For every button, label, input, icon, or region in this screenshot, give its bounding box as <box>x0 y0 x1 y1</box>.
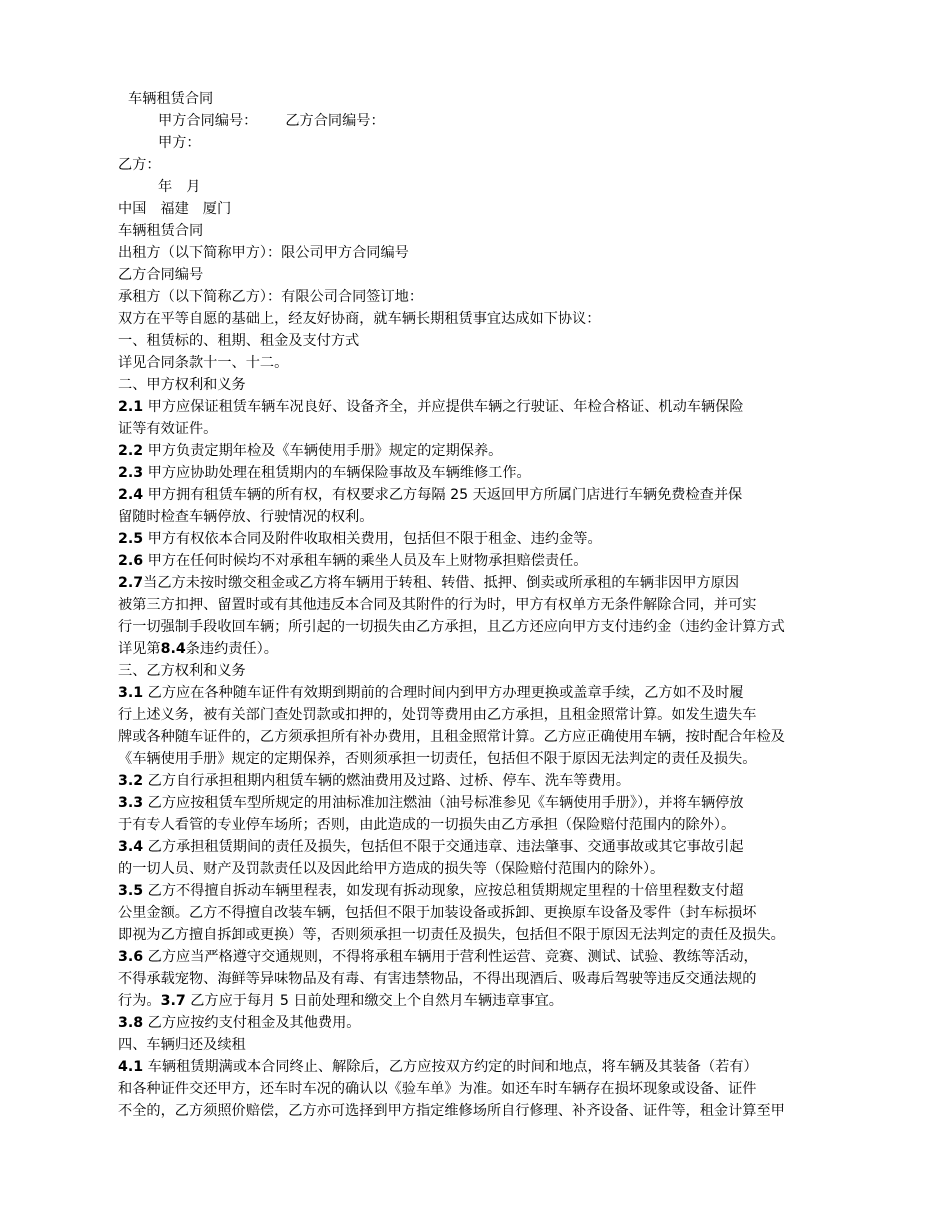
party-b-contract-no-label: 乙方合同编号： <box>285 113 385 129</box>
clause-number: 2.4 <box>118 487 144 503</box>
clause-2-1 <box>0 396 950 418</box>
contract-page <box>0 88 950 1122</box>
clause-3-6-cont-2 <box>0 990 950 1012</box>
clause-text: 乙方自行承担租期内租赁车辆的燃油费用及过路、过桥、停车、洗车等费用。 <box>147 773 631 789</box>
clause-number: 2.2 <box>118 443 144 459</box>
clause-text: 甲方在任何时候均不对承租车辆的乘坐人员及车上财物承担赔偿责任。 <box>147 553 588 569</box>
clause-text: 乙方承担租赁期间的责任及损失，包括但不限于交通违章、违法肇事、交通事故或其它事故引起 <box>147 839 744 855</box>
clause-number: 2.5 <box>118 531 144 547</box>
clause-number: 3.6 <box>118 949 144 965</box>
clause-2-4-cont: 留随时检查车辆停放、行驶情况的权利。 <box>118 509 374 525</box>
clause-2-1-cont: 证等有效证件。 <box>118 421 218 437</box>
clause-text: 乙方应当严格遵守交通规则，不得将承租车辆用于营利性运营、竞赛、测试、试验、教练等活动， <box>147 949 758 965</box>
clause-text: 甲方拥有租赁车辆的所有权，有权要求乙方每隔 25 天返回甲方所属门店进行车辆免费检查并保 <box>147 487 743 503</box>
clause-text: 条违约责任）。 <box>185 641 278 657</box>
clause-3-4-cont: 的一切人员、财产及罚款责任以及因此给甲方造成的损失等（保险赔付范围内的除外）。 <box>118 861 665 877</box>
clause-text: 乙方应按约支付租金及其他费用。 <box>147 1015 361 1031</box>
section-1-text: 详见合同条款十一、十二。 <box>118 355 289 371</box>
date-line <box>0 176 950 198</box>
clause-text: 车辆租赁期满或本合同终止、解除后，乙方应按双方约定的时间和地点，将车辆及其装备（若有） <box>147 1059 758 1075</box>
clause-text: 甲方应协助处理在租赁期内的车辆保险事故及车辆维修工作。 <box>147 465 531 481</box>
location-province: 福建 <box>160 201 189 217</box>
clause-2-4 <box>0 484 950 506</box>
clause-3-1-cont-2: 牌或各种随车证件的，乙方须承担所有补办费用，且租金照常计算。乙方应正确使用车辆，按时配合年检及 <box>118 729 785 745</box>
clause-number: 2.1 <box>118 399 144 415</box>
clause-number: 2.6 <box>118 553 144 569</box>
clause-text: 行为。 <box>118 993 161 1009</box>
clause-2-6 <box>0 550 950 572</box>
clause-number: 4.1 <box>118 1059 144 1075</box>
clause-4-1 <box>0 1056 950 1078</box>
contract-number-line <box>0 110 950 132</box>
clause-number: 2.7 <box>118 575 144 591</box>
lessee-line: 承租方（以下简称乙方）：有限公司合同签订地： <box>118 289 424 305</box>
party-a-label: 甲方： <box>158 135 201 151</box>
clause-2-7-cont-3 <box>0 638 950 660</box>
preamble: 双方在平等自愿的基础上，经友好协商，就车辆长期租赁事宜达成如下协议： <box>118 311 601 327</box>
clause-text: 甲方应保证租赁车辆车况良好、设备齐全，并应提供车辆之行驶证、年检合格证、机动车辆保险 <box>147 399 744 415</box>
clause-text: 甲方负责定期年检及《车辆使用手册》规定的定期保养。 <box>147 443 503 459</box>
clause-number: 3.4 <box>118 839 144 855</box>
clause-2-5 <box>0 528 950 550</box>
clause-3-5-cont-1: 公里金额。乙方不得擅自改装车辆，包括但不限于加装设备或拆卸、更换原车设备及零件（封车标损坏 <box>118 905 757 921</box>
clause-number: 3.1 <box>118 685 144 701</box>
clause-3-5-cont-2: 即视为乙方擅自拆卸或更换）等，否则须承担一切责任及损失，包括但不限于原因无法判定的责任及损失。 <box>118 927 785 943</box>
clause-3-3 <box>0 792 950 814</box>
location-country: 中国 <box>118 201 147 217</box>
location-line <box>0 198 950 220</box>
party-b-contract-no: 乙方合同编号 <box>118 267 204 283</box>
cover-title: 车辆租赁合同 <box>128 91 214 107</box>
clause-4-1-cont-2: 不全的，乙方须照价赔偿，乙方亦可选择到甲方指定维修场所自行修理、补齐设备、证件等，租金计算至甲 <box>118 1103 785 1119</box>
clause-2-7-cont-2: 行一切强制手段收回车辆；所引起的一切损失由乙方承担，且乙方还应向甲方支付违约金（违约金计算方式 <box>118 619 785 635</box>
date-month: 月 <box>186 179 201 195</box>
clause-3-1-cont-1: 行上述义务，被有关部门查处罚款或扣押的，处罚等费用由乙方承担，且租金照常计算。如发生遗失车 <box>118 707 757 723</box>
clause-3-1 <box>0 682 950 704</box>
clause-number: 3.5 <box>118 883 144 899</box>
clause-number: 3.8 <box>118 1015 144 1031</box>
clause-2-7-cont-1: 被第三方扣押、留置时或有其他违反本合同及其附件的行为时，甲方有权单方无条件解除合同，并可实 <box>118 597 757 613</box>
clause-3-8 <box>0 1012 950 1034</box>
body-title: 车辆租赁合同 <box>118 223 204 239</box>
party-a-contract-no-label: 甲方合同编号： <box>158 113 258 129</box>
clause-3-6 <box>0 946 950 968</box>
clause-text: 乙方应在各种随车证件有效期到期前的合理时间内到甲方办理更换或盖章手续，乙方如不及时履 <box>147 685 744 701</box>
date-year: 年 <box>158 179 173 195</box>
clause-number: 2.3 <box>118 465 144 481</box>
clause-3-3-cont: 于有专人看管的专业停车场所；否则，由此造成的一切损失由乙方承担（保险赔付范围内的除外）。 <box>118 817 736 833</box>
clause-text: 乙方应于每月 5 日前处理和缴交上个自然月车辆违章事宜。 <box>190 993 563 1009</box>
clause-3-6-cont-1: 不得承载宠物、海鲜等异味物品及有毒、有害违禁物品，不得出现酒后、吸毒后驾驶等违反交通法规的 <box>118 971 757 987</box>
clause-2-3 <box>0 462 950 484</box>
clause-2-2 <box>0 440 950 462</box>
clause-4-1-cont-1: 和各种证件交还甲方，还车时车况的确认以《验车单》为准。如还车时车辆存在损坏现象或设备、证件 <box>118 1081 757 1097</box>
lessor-line: 出租方（以下简称甲方）：限公司甲方合同编号 <box>118 245 409 261</box>
clause-text: 乙方应按租赁车型所规定的用油标准加注燃油（油号标准参见《车辆使用手册》），并将车辆停放 <box>147 795 744 811</box>
location-city: 厦门 <box>202 201 232 217</box>
clause-3-5 <box>0 880 950 902</box>
party-b-label: 乙方： <box>118 157 161 173</box>
clause-text: 甲方有权依本合同及附件收取相关费用，包括但不限于租金、违约金等。 <box>147 531 602 547</box>
clause-3-2 <box>0 770 950 792</box>
section-4-title: 四、车辆归还及续租 <box>118 1037 246 1053</box>
clause-text: 乙方不得擅自拆动车辆里程表，如发现有拆动现象，应按总租赁期规定里程的十倍里程数支付超 <box>147 883 744 899</box>
clause-3-1-cont-3: 《车辆使用手册》规定的定期保养，否则须承担一切责任，包括但不限于原因无法判定的责任及损失。 <box>118 751 757 767</box>
clause-text: 当乙方未按时缴交租金或乙方将车辆用于转租、转借、抵押、倒卖或所承租的车辆非因甲方原因 <box>143 575 740 591</box>
clause-number: 3.7 <box>160 993 186 1009</box>
clause-3-4 <box>0 836 950 858</box>
section-1-title: 一、租赁标的、租期、租金及支付方式 <box>118 333 360 349</box>
clause-text: 详见第 <box>118 641 161 657</box>
clause-number: 3.3 <box>118 795 144 811</box>
clause-number: 3.2 <box>118 773 144 789</box>
clause-reference: 8.4 <box>160 641 186 657</box>
clause-2-7 <box>0 572 950 594</box>
section-3-title: 三、乙方权利和义务 <box>118 663 246 679</box>
section-2-title: 二、甲方权利和义务 <box>118 377 246 393</box>
